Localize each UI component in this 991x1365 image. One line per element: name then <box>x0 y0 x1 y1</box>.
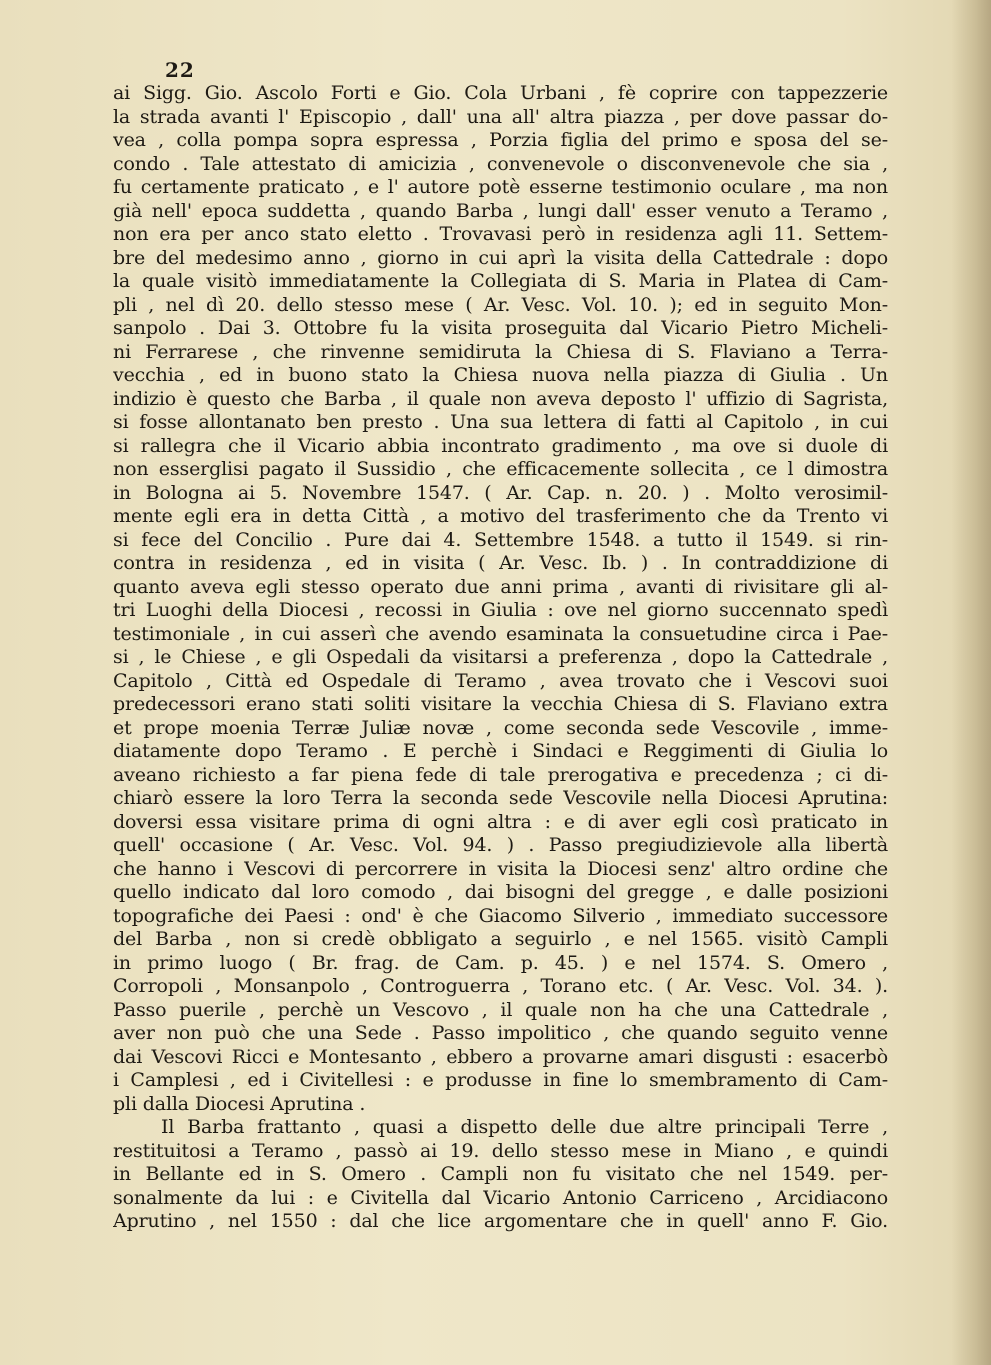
text-line: condo . Tale attestato di amicizia , convenevole o disconvenevole che sia , <box>113 152 888 175</box>
text-line: chiarò essere la loro Terra la seconda sede Vescovile nella Diocesi Aprutina: <box>113 787 888 809</box>
text-line: quello indicato dal loro comodo , dai bisogni del gregge , e dalle posizioni <box>113 881 888 903</box>
text-line: già nell' epoca suddetta , quando Barba , lungi dall' esser venuto a Teramo , <box>113 199 888 222</box>
text-line: pli dalla Diocesi Aprutina . <box>113 1092 366 1115</box>
text-line: fu certamente praticato , e l' autore potè esserne testimonio oculare , ma non <box>113 176 888 198</box>
text-line: del Barba , non si credè obbligato a seguirlo , e nel 1565. visitò Campli <box>113 928 888 950</box>
body-text <box>113 82 888 1234</box>
text-line: aver non può che una Sede . Passo impolitico , che quando seguito venne <box>113 1022 888 1044</box>
text-line: diatamente dopo Teramo . E perchè i Sindaci e Reggimenti di Giulia lo <box>113 740 888 762</box>
text-line: si rallegra che il Vicario abbia incontrato gradimento , ma ove si duole di <box>113 434 888 457</box>
text-line: non era per anco stato eletto . Trovavasi però in residenza agli 11. Settem- <box>113 223 888 245</box>
text-line: dai Vescovi Ricci e Montesanto , ebbero a provarne amari disgusti : esacerbò <box>113 1045 888 1068</box>
text-line: Il Barba frattanto , quasi a dispetto delle due altre principali Terre , <box>161 1116 888 1138</box>
text-line: la quale visitò immediatamente la Collegiata di S. Maria in Platea di Cam- <box>113 270 888 292</box>
text-line: tri Luoghi della Diocesi , recossi in Giulia : ove nel giorno succennato spedì <box>113 599 888 621</box>
text-line: contra in residenza , ed in visita ( Ar. Vesc. Ib. ) . In contraddizione di <box>113 552 888 574</box>
text-line: vea , colla pompa sopra espressa , Porzia figlia del primo e sposa del se- <box>113 129 888 151</box>
text-line: non esserglisi pagato il Sussidio , che efficacemente sollecita , ce l dimostra <box>113 458 888 480</box>
text-line: restituitosi a Teramo , passò ai 19. dello stesso mese in Miano , e quindi <box>113 1139 888 1162</box>
text-line: predecessori erano stati soliti visitare la vecchia Chiesa di S. Flaviano extra <box>113 693 888 715</box>
text-line: Passo puerile , perchè un Vescovo , il quale non ha che una Cattedrale , <box>113 998 888 1021</box>
text-line: ai Sigg. Gio. Ascolo Forti e Gio. Cola Urbani , fè coprire con tappezzerie <box>113 82 888 104</box>
page-gutter-shadow <box>951 0 991 1365</box>
text-line: sanpolo . Dai 3. Ottobre fu la visita proseguita dal Vicario Pietro Micheli- <box>113 317 888 339</box>
text-line: et prope moenia Terræ Juliæ novæ , come seconda sede Vescovile , imme- <box>113 716 888 739</box>
text-line: quell' occasione ( Ar. Vesc. Vol. 94. ) . Passo pregiudizievole alla libertà <box>113 834 888 856</box>
text-line: pli , nel dì 20. dello stesso mese ( Ar. Vesc. Vol. 10. ); ed in seguito Mon- <box>113 293 888 316</box>
text-line: la strada avanti l' Episcopio , dall' una all' altra piazza , per dove passar do- <box>113 105 888 128</box>
text-line: in Bellante ed in S. Omero . Campli non fu visitato che nel 1549. per- <box>113 1163 888 1185</box>
text-line: si , le Chiese , e gli Ospedali da visitarsi a preferenza , dopo la Cattedrale , <box>113 646 888 668</box>
text-line: quanto aveva egli stesso operato due anni prima , avanti di rivisitare gli al- <box>113 575 888 598</box>
text-line: che hanno i Vescovi di percorrere in visita la Diocesi senz' altro ordine che <box>113 857 888 880</box>
text-line: mente egli era in detta Città , a motivo del trasferimento che da Trento vi <box>113 505 888 527</box>
text-line: Capitolo , Città ed Ospedale di Teramo , avea trovato che i Vescovi suoi <box>113 669 888 692</box>
text-line: bre del medesimo anno , giorno in cui aprì la visita della Cattedrale : dopo <box>113 246 888 269</box>
text-line: si fosse allontanato ben presto . Una sua lettera di fatti al Capitolo , in cui <box>113 411 888 433</box>
text-line: indizio è questo che Barba , il quale non aveva deposto l' uffizio di Sagrista, <box>113 387 888 410</box>
text-line: ni Ferrarese , che rinvenne semidiruta la Chiesa di S. Flaviano a Terra- <box>113 340 888 363</box>
text-line: in Bologna ai 5. Novembre 1547. ( Ar. Cap. n. 20. ) . Molto verosimil- <box>113 481 888 504</box>
text-line: testimoniale , in cui asserì che avendo esaminata la consuetudine circa i Pae- <box>113 622 888 645</box>
text-line: doversi essa visitare prima di ogni altra : e di aver egli così praticato in <box>113 810 888 833</box>
text-line: Aprutino , nel 1550 : dal che lice argomentare che in quell' anno F. Gio. <box>113 1210 888 1232</box>
text-line: in primo luogo ( Br. frag. de Cam. p. 45. ) e nel 1574. S. Omero , <box>113 951 888 974</box>
text-line: aveano richiesto a far piena fede di tale prerogativa e precedenza ; ci di- <box>113 763 888 786</box>
text-line: vecchia , ed in buono stato la Chiesa nuova nella piazza di Giulia . Un <box>113 364 888 386</box>
text-line: si fece del Concilio . Pure dai 4. Settembre 1548. a tutto il 1549. si rin- <box>113 528 888 551</box>
text-line: Corropoli , Monsanpolo , Controguerra , Torano etc. ( Ar. Vesc. Vol. 34. ). <box>113 975 888 997</box>
page-number: 22 <box>165 58 195 82</box>
text-line: i Camplesi , ed i Civitellesi : e produsse in fine lo smembramento di Cam- <box>113 1069 888 1091</box>
text-line: sonalmente da lui : e Civitella dal Vicario Antonio Carriceno , Arcidiacono <box>113 1186 888 1209</box>
text-line: topografiche dei Paesi : ond' è che Giacomo Silverio , immediato successore <box>113 904 888 927</box>
